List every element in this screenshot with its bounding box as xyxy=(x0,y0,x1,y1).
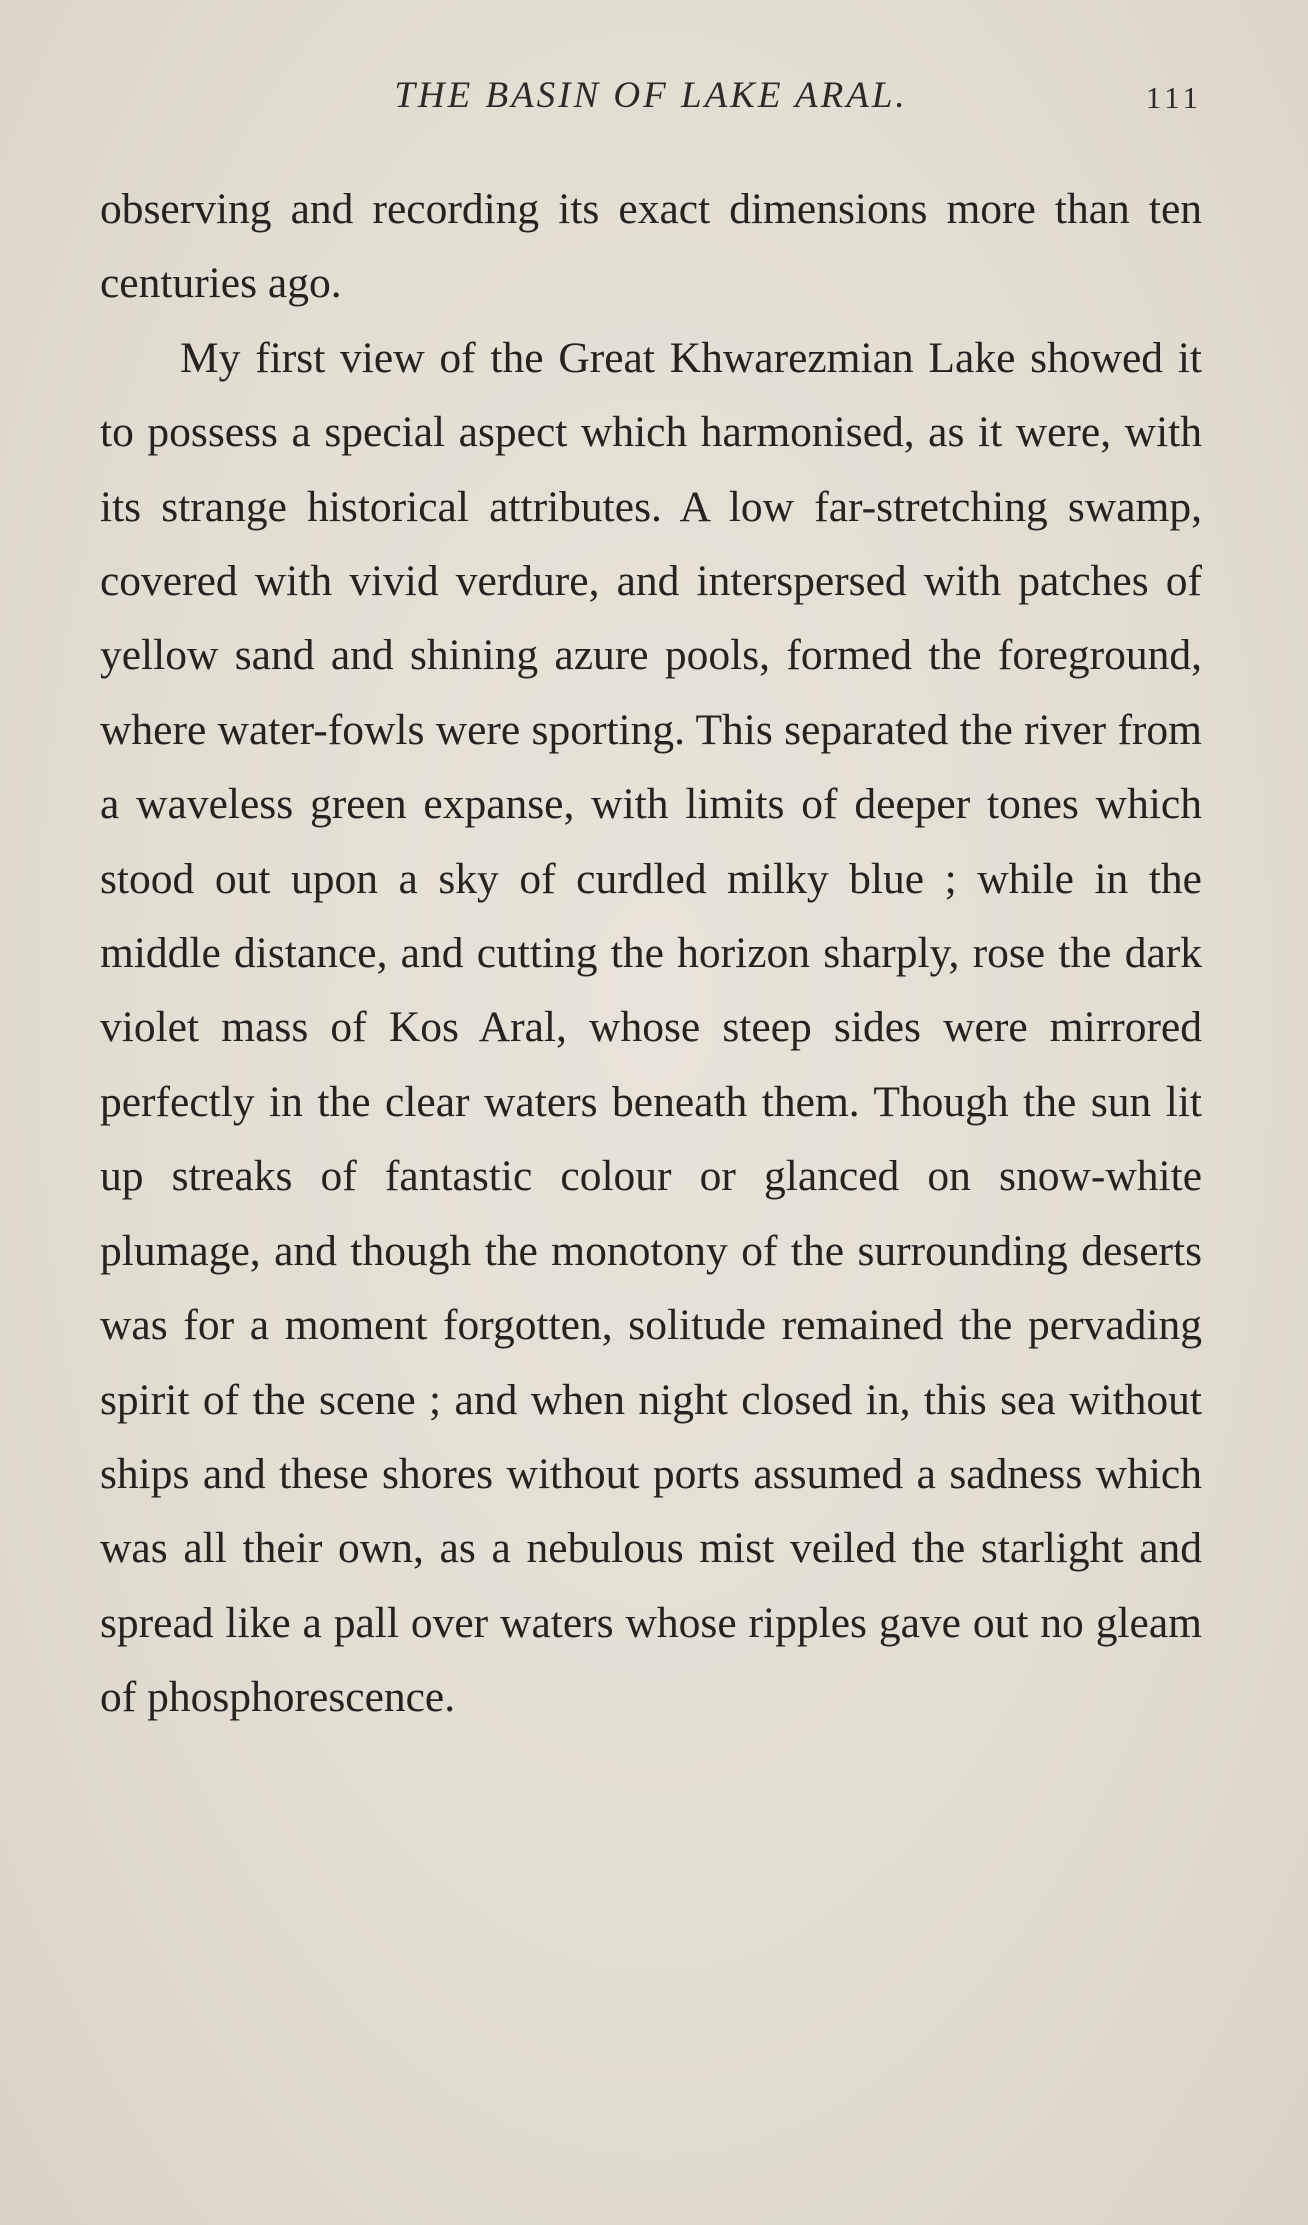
body-text xyxy=(100,172,1202,1735)
page-number: 111 xyxy=(1145,80,1202,115)
paragraph-continuation: observing and recording its exact dimensions more than ten centuries ago. xyxy=(100,185,1202,308)
paragraph-lake-description: My first view of the Great Khwarezmian Lake showed it to possess a special aspect which harmonised, as it were, with its strange historical attributes. A low far-stretching swamp, covered with vivid verdure, and interspersed with patches of yellow sand and shining azure pools, formed the foreground, where water-fowls were sporting. This separated the river from a waveless green expanse, with limits of deeper tones which stood out upon a sky of curdled milky blue ; while in the middle distance, and cutting the horizon sharply, rose the dark violet mass of Kos Aral, whose steep sides were mirrored perfectly in the clear waters beneath them. Though the sun lit up streaks of fantastic colour or glanced on snow-white plumage, and though the monotony of the surrounding deserts was for a moment forgotten, solitude remained the pervading spirit of the scene ; and when night closed in, this sea without ships and these shores without ports assumed a sadness which was all their own, as a nebulous mist veiled the starlight and spread like a pall over waters whose ripples gave out no gleam of phosphorescence. xyxy=(100,333,1202,1722)
running-head xyxy=(100,74,1202,124)
running-title: THE BASIN OF LAKE ARAL. xyxy=(394,75,908,116)
